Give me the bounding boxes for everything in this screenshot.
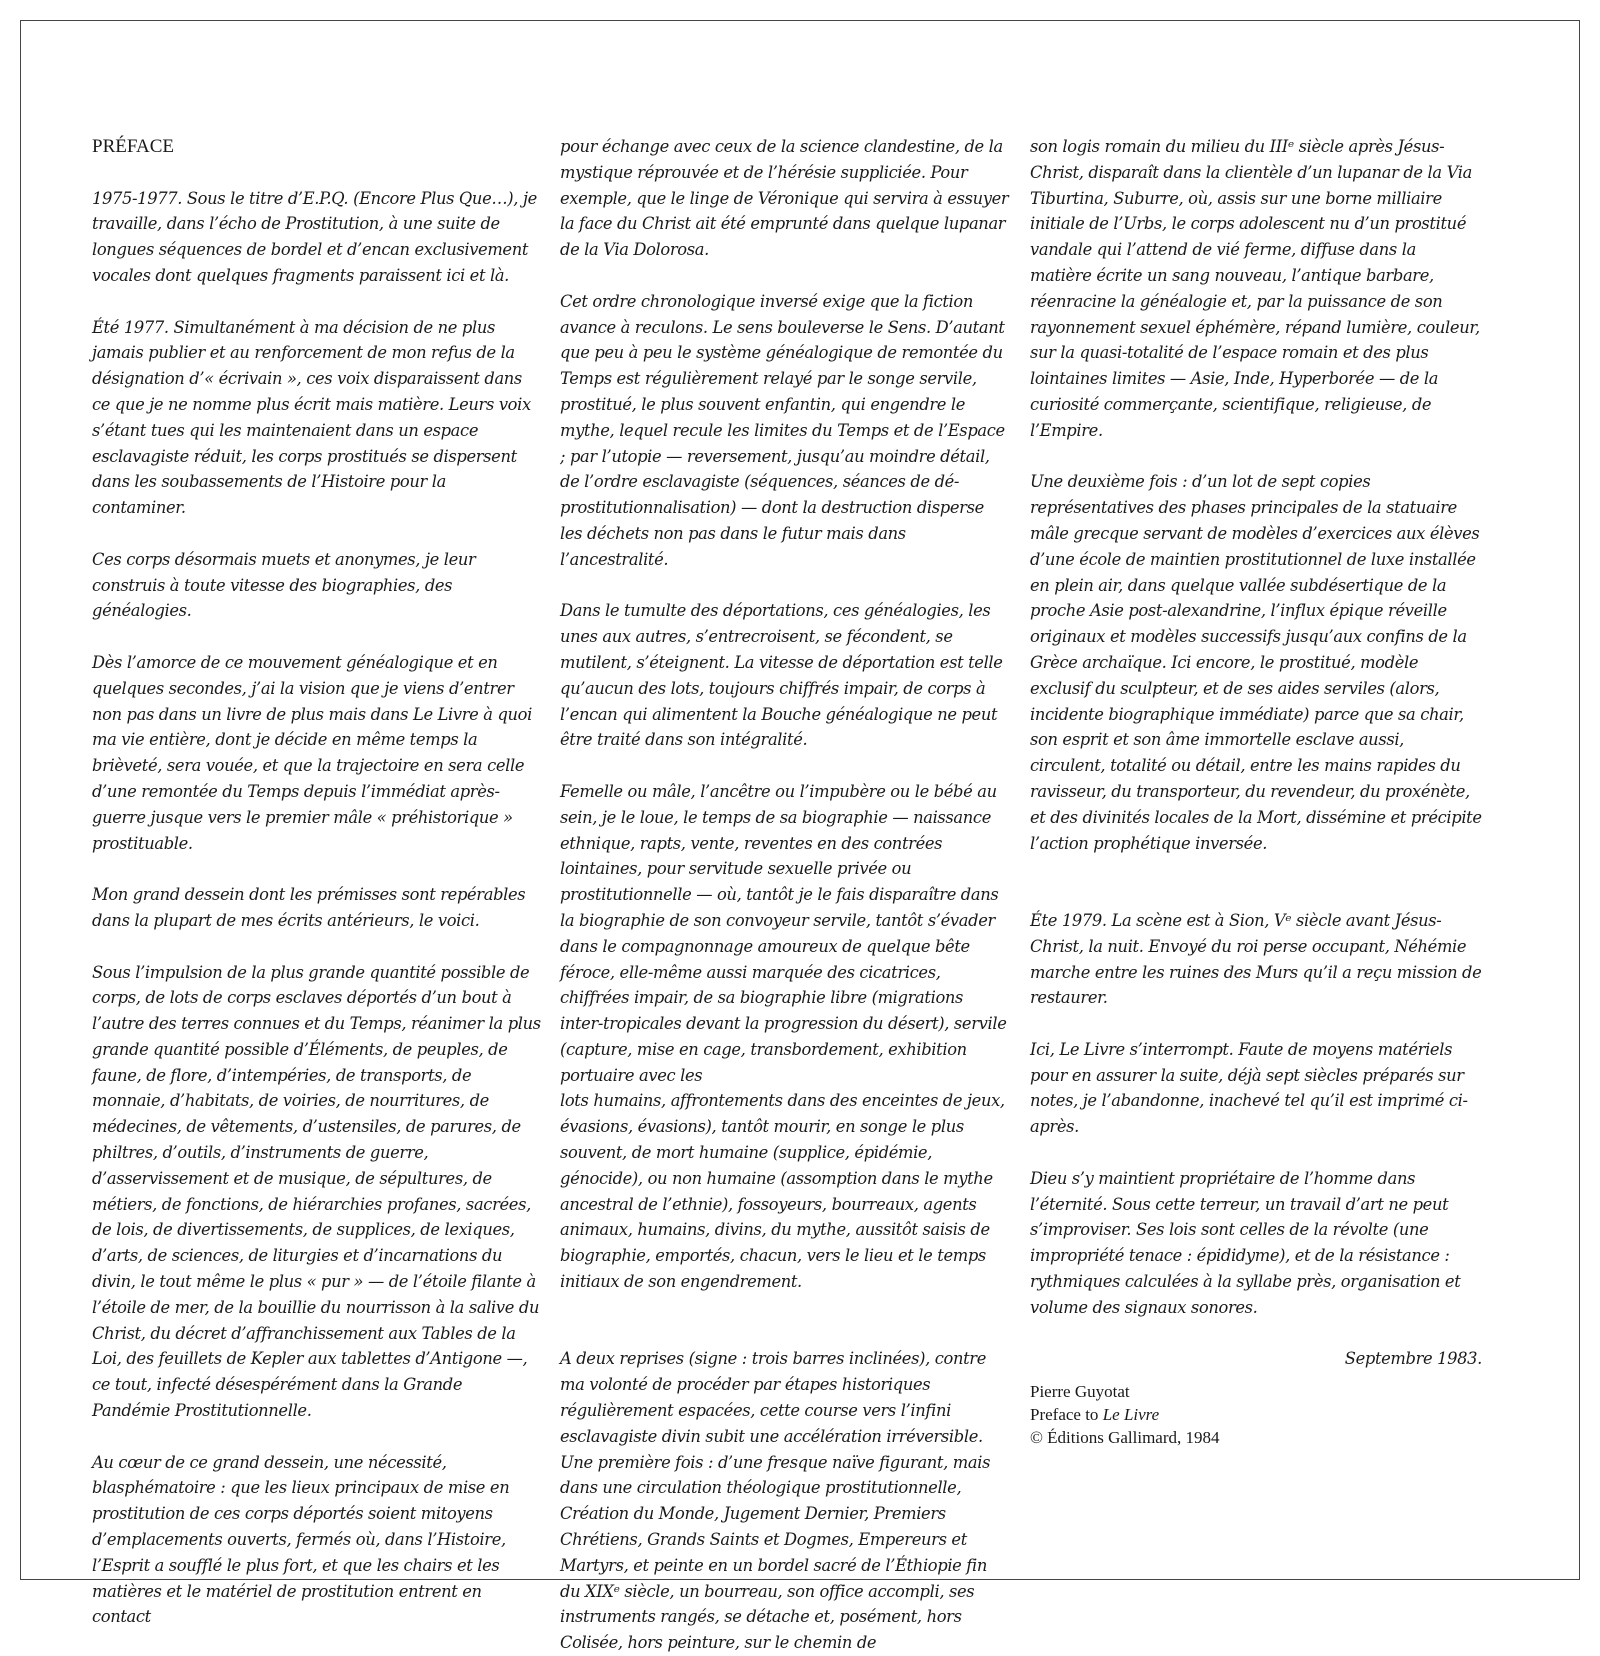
paragraph: pour échange avec ceux de la science clandestine, de la mystique réprouvée et de l’hérésie suppliciée. Pour exemple, que le linge de Véronique qui servira à essuyer la face du Christ ait été emprunté dans quelque lupanar de la Via Dolorosa. (560, 137, 1009, 260)
paragraph: A deux reprises (signe : trois barres inclinées), contre ma volonté de procéder par étapes historiques régulièrement espacées, cette course vers l’infini esclavagiste divin subit une accélération irréversible. Une première fois : d’une fresque naïve figurant, mais dans une circulation théologique prostitutionnelle, Création du Monde, Jugement Dernier, Premiers Chrétiens, Grands Saints et Dogmes, Empereurs et Martyrs, et peinte en un bordel sacré de l’Éthiopie fin du XIXᵉ siècle, un bourreau, son office accompli, ses instruments rangés, se détache et, posément, hors Colisée, hors peinture, sur le chemin de (560, 1349, 991, 1653)
paragraph: Été 1977. Simultanément à ma décision de ne plus jamais publier et au renforcement de mon refus de la désignation d’« écrivain », ces voix disparaissent dans ce que je ne nomme plus écrit mais matière. Leurs voix s’étant tues qui les maintenaient dans un espace esclavagiste réduit, les corps prostitués se dispersent dans les soubassements de l’Histoire pour la contaminer. (92, 317, 531, 518)
page-title: PRÉFACE (92, 136, 175, 157)
paragraph: Dans le tumulte des déportations, ces généalogies, les unes aux autres, s’entrecroisent, se fécondent, se mutilent, s’éteignent. La vitesse de déportation est telle qu’aucun des lots, toujours chiffrés impair, de corps à l’encan qui alimentent la Bouche généalogique ne peut être traité dans son intégralité. (560, 601, 1003, 750)
column-1 (92, 134, 542, 1630)
paragraph: lots humains, affrontements dans des enceintes de jeux, évasions, évasions), tantôt mourir, en songe le plus souvent, de mort humaine (supplice, épidémie, génocide), ou non humaine (assomption dans le mythe ancestral de l’ethnie), fossoyeurs, bourreaux, agents animaux, humains, divins, du mythe, aussitôt saisis de biographie, emportés, chacun, vers le lieu et le temps initiaux de son engendrement. (560, 1091, 1005, 1292)
date-line: Septembre 1983. (1344, 1349, 1482, 1369)
column-2 (560, 134, 1010, 1656)
column-3 (1030, 134, 1482, 1449)
paragraph: Dieu s’y maintient propriétaire de l’homme dans l’éternité. Sous cette terreur, un travail d’art ne peut s’improviser. Ses lois sont celles de la révolte (une impropriété tenace : épididyme), et de la résistance : rythmiques calculées à la syllabe près, organisation et volume des signaux sonores. (1030, 1168, 1461, 1317)
paragraph: Une deuxième fois : d’un lot de sept copies représentatives des phases principales de la statuaire mâle grecque servant de modèles d’exercices aux élèves d’une école de maintien prostitutionnel de luxe installée en plein air, dans quelque vallée subdésertique de la proche Asie post-alexandrine, l’influx épique réveille originaux et modèles successifs jusqu’aux confins de la Grèce archaïque. Ici encore, le prostitué, modèle exclusif du sculpteur, et de ses aides serviles (alors, incidente biographique immédiate) parce que sa chair, son esprit et son âme immortelle esclave aussi, circulent, totalité ou détail, entre les mains rapides du ravisseur, du transporteur, du revendeur, du proxénète, et des divinités locales de la Mort, dissémine et précipite l’action prophétique inversée. (1030, 472, 1482, 853)
paragraph: Dès l’amorce de ce mouvement généalogique et en quelques secondes, j’ai la vision que je viens d’entrer non pas dans un livre de plus mais dans Le Livre à quoi ma vie entière, dont je décide en même temps la brièveté, sera vouée, et que la trajectoire en sera celle d’une remontée du Temps depuis l’immédiat après-guerre jusque vers le premier mâle « préhistorique » prostituable. (92, 652, 532, 853)
paragraph: 1975-1977. Sous le titre d’E.P.Q. (Encore Plus Que…), je travaille, dans l’écho de Prostitution, à une suite de longues séquences de bordel et d’encan exclusivement vocales dont quelques fragments paraissent ici et là. (92, 188, 537, 285)
paragraph: Femelle ou mâle, l’ancêtre ou l’impubère ou le bébé au sein, je le loue, le temps de sa biographie — naissance ethnique, rapts, vente, reventes en des contrées lointaines, pour servitude sexuelle privée ou prostitutionnelle — où, tantôt je le fais disparaître dans la biographie de son convoyeur servile, tantôt s’évader dans le compagnonnage amoureux de quelque bête féroce, elle-même aussi marquée des cicatrices, chiffrées impair, de sa biographie libre (migrations inter-tropicales devant la progression du désert), servile (capture, mise en cage, transbordement, exhibition portuaire avec les (560, 781, 1007, 1085)
paragraph: son logis romain du milieu du IIIᵉ siècle après Jésus-Christ, disparaît dans la clientèle d’un lupanar de la Via Tiburtina, Suburre, où, assis sur une borne milliaire initiale de l’Urbs, le corps adolescent nu d’un prostitué vandale qui l’attend de vié ferme, diffuse dans la matière écrite un sang nouveau, l’antique barbare, réenracine la généalogie et, par la puissance de son rayonnement sexuel éphémère, répand lumière, couleur, sur la quasi-totalité de l’espace romain et des plus lointaines limites — Asie, Inde, Hyperborée — de la curiosité commerçante, scientifique, religieuse, de l’Empire. (1030, 137, 1480, 440)
paragraph: Au cœur de ce grand dessein, une nécessité, blasphématoire : que les lieux principaux de mise en prostitution de ces corps déportés soient mitoyens d’emplacements ouverts, fermés où, dans l’Histoire, l’Esprit a soufflé le plus fort, et que les chairs et les matières et le matériel de prostitution entrent en contact (92, 1452, 510, 1627)
paragraph: Ces corps désormais muets et anonymes, je leur construis à toute vitesse des biographies, des généalogies. (92, 549, 476, 621)
paragraph: Ici, Le Livre s’interrompt. Faute de moyens matériels pour en assurer la suite, déjà sept siècles préparés sur notes, je l’abandonne, inachevé tel qu’il est imprimé ci-après. (1030, 1039, 1468, 1137)
paragraph: Sous l’impulsion de la plus grande quantité possible de corps, de lots de corps esclaves déportés d’un bout à l’autre des terres connues et du Temps, réanimer la plus grande quantité possible d’Éléments, de peuples, de faune, de flore, d’intempéries, de transports, de monnaie, d’habitats, de voiries, de nourritures, de médecines, de vêtements, d’ustensiles, de parures, de philtres, d’outils, d’instruments de guerre, d’asservissement et de musique, de sépultures, de métiers, de fonctions, de hiérarchies profanes, sacrées, de lois, de divertissements, de supplices, de lexiques, d’arts, de sciences, de liturgies et d’incarnations du divin, le tout même le plus « pur » — de l’étoile filante à l’étoile de mer, de la bouillie du nourrisson à la salive du Christ, du décret d’affranchissement aux Tables de la Loi, des feuillets de Kepler aux tablettes d’Antigone —, ce tout, infecté désespérément dans la Grande Pandémie Prostitutionnelle. (92, 962, 541, 1421)
credit-book-title: Le Livre (1102, 1405, 1160, 1425)
credit-preface (1030, 1403, 1482, 1426)
credit-author: Pierre Guyotat (1030, 1382, 1130, 1402)
paragraph: Mon grand dessein dont les prémisses sont repérables dans la plupart de mes écrits antérieurs, le voici. (92, 885, 526, 930)
credit-copyright: © Éditions Gallimard, 1984 (1030, 1428, 1220, 1448)
credit-block (1030, 1380, 1482, 1449)
paragraph: Éte 1979. La scène est à Sion, Vᵉ siècle avant Jésus-Christ, la nuit. Envoyé du roi perse occupant, Néhémie marche entre les ruines des Murs qu’il a reçu mission de restaurer. (1030, 910, 1482, 1008)
credit-preface-text: Preface to (1030, 1405, 1103, 1425)
paragraph: Cet ordre chronologique inversé exige que la fiction avance à reculons. Le sens bouleverse le Sens. D’autant que peu à peu le système généalogique de remontée du Temps est régulièrement relayé par le songe servile, prostitué, le plus souvent enfantin, qui engendre le mythe, lequel recule les limites du Temps et de l’Espace ; par l’utopie — reversement, jusqu’au moindre détail, de l’ordre esclavagiste (séquences, séances de dé-prostitutionnalisation) — dont la destruction disperse les déchets non pas dans le futur mais dans l’ancestralité. (560, 291, 1005, 569)
